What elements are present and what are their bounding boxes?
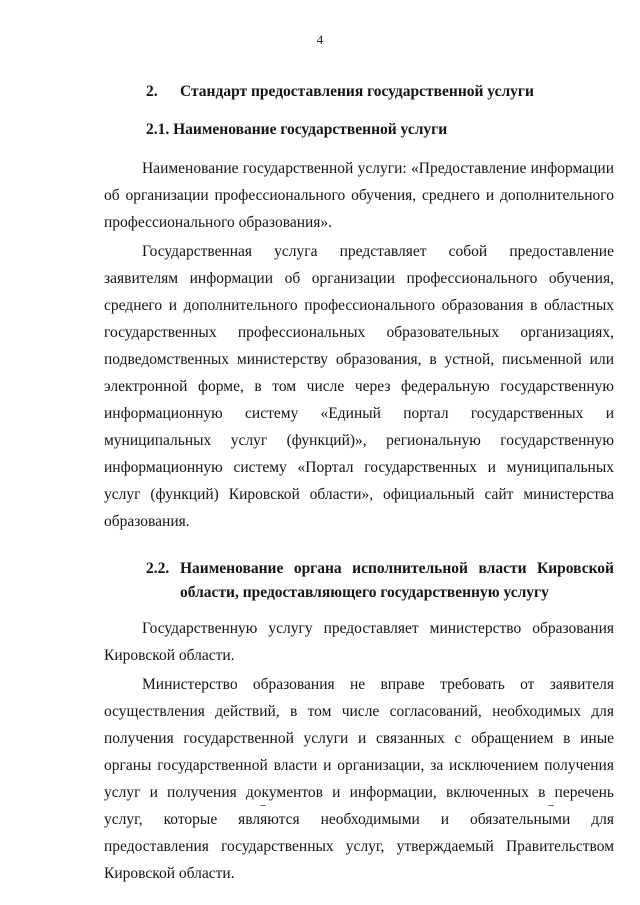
section-2-2-title: Наименование органа исполнительной власти Кировской области, предоставляющего государственную услугу — [180, 560, 614, 601]
section-2-title: Стандарт предоставления государственной услуги — [180, 83, 534, 100]
page-number: 4 — [316, 32, 324, 47]
paragraph-service-name: Наименование государственной услуги: «Предоставление информации об организации профессионального обучения, среднего и дополнительного профессионального образования». — [104, 160, 614, 231]
paragraph-provider: Государственную услугу предоставляет министерство образования Кировской области. — [104, 620, 614, 664]
paragraph-ministry-restrictions: Министерство образования не вправе требовать от заявителя осуществления действий, в том числе согласований, необходимых для получения государственной услуги и связанных с обращением в иные органы государственной власти и организации, за исключением получения услуг и получения документов и информации, включенных в перечень услуг, которые являются необходимыми и обязательными для предоставления государственных услуг, утверждаемый Правительством Кировской области. — [104, 676, 614, 882]
scan-mark — [260, 805, 266, 806]
scan-mark — [548, 805, 554, 806]
section-2-1-heading — [146, 118, 614, 142]
section-2-1-title: 2.1. Наименование государственной услуги — [146, 121, 448, 138]
section-2-2-heading — [146, 557, 614, 605]
section-2-number: 2. — [146, 83, 158, 100]
document-body — [104, 80, 614, 889]
paragraph-service-description: Государственная услуга представляет собой предоставление заявителям информации об организации профессионального обучения, среднего и дополнительного профессионального образования в областных государственных профессиональных образовательных организациях, подведомственных министерству образования, в устной, письменной или электронной форме, в том числе через федеральную государственную информационную систему «Единый портал государственных и муниципальных услуг (функций)», региональную государственную информационную систему «Портал государственных и муниципальных услуг (функций) Кировской области», официальный сайт министерства образования. — [104, 243, 614, 530]
section-2-heading — [146, 80, 614, 104]
section-2-2-number: 2.2. — [146, 560, 170, 577]
